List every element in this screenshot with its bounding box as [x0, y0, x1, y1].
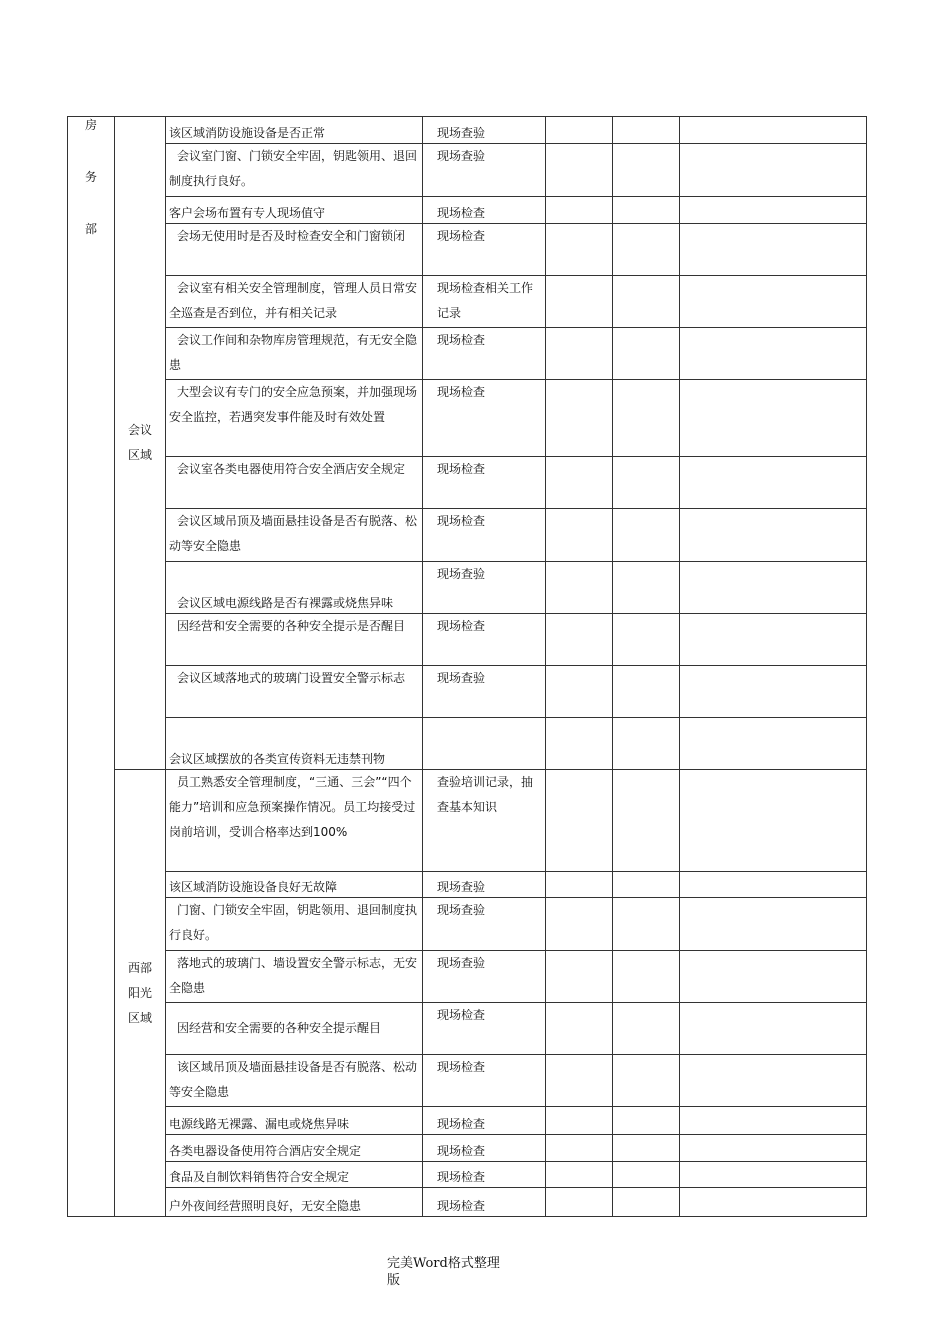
remark-cell: [680, 898, 867, 951]
method-cell: [423, 224, 546, 276]
check-item-text: 会议室各类电器使用符合安全酒店安全规定: [177, 462, 406, 476]
score-cell: [613, 328, 680, 380]
check-item-cell: [166, 144, 423, 197]
area-cell: [115, 117, 166, 770]
method-text: 现场检查: [437, 229, 486, 243]
table-row: [68, 1003, 867, 1055]
result-cell: [546, 1188, 613, 1217]
result-cell: [546, 457, 613, 509]
score-cell: [613, 509, 680, 562]
check-item-cell: [166, 770, 423, 872]
score-cell: [613, 951, 680, 1003]
check-item-text: 客户会场布置有专人现场值守: [169, 206, 326, 220]
inspection-table-wrapper: [67, 116, 866, 1217]
remark-cell: [680, 197, 867, 224]
department-char: 房: [84, 118, 97, 132]
check-item-cell: [166, 1107, 423, 1135]
result-cell: [546, 144, 613, 197]
score-cell: [613, 614, 680, 666]
remark-cell: [680, 614, 867, 666]
method-cell: [423, 380, 546, 457]
check-item-text: 会议室门窗、门锁安全牢固，钥匙领用、退回制度执行良好。: [169, 149, 418, 188]
table-row: [68, 1162, 867, 1188]
table-row: [68, 1188, 867, 1217]
result-cell: [546, 666, 613, 718]
check-item-text: 会场无使用时是否及时检查安全和门窗锁闭: [177, 229, 406, 243]
remark-cell: [680, 276, 867, 328]
method-cell: [423, 117, 546, 144]
method-text: 现场检查: [437, 333, 486, 347]
method-text: 查验培训记录，抽查基本知识: [437, 775, 534, 814]
score-cell: [613, 457, 680, 509]
method-text: 现场检查: [437, 1199, 486, 1213]
score-cell: [613, 1188, 680, 1217]
method-text: 现场检查: [437, 1144, 486, 1158]
remark-cell: [680, 1055, 867, 1107]
area-label: 会议区域: [127, 423, 152, 462]
score-cell: [613, 380, 680, 457]
check-item-text: 该区域消防设施设备是否正常: [169, 126, 326, 140]
remark-cell: [680, 718, 867, 770]
check-item-cell: [166, 224, 423, 276]
check-item-text: 会议区域电源线路是否有裸露或烧焦异味: [177, 596, 394, 610]
method-cell: [423, 562, 546, 614]
result-cell: [546, 872, 613, 898]
score-cell: [613, 276, 680, 328]
remark-cell: [680, 457, 867, 509]
check-item-cell: [166, 1135, 423, 1162]
method-cell: [423, 718, 546, 770]
score-cell: [613, 562, 680, 614]
check-item-text: 电源线路无裸露、漏电或烧焦异味: [169, 1117, 350, 1131]
score-cell: [613, 117, 680, 144]
result-cell: [546, 1107, 613, 1135]
result-cell: [546, 1055, 613, 1107]
check-item-text: 员工熟悉安全管理制度，“三通、三会”“四个能力”培训和应急预案操作情况。员工均接受过岗前培训，受训合格率达到100%: [169, 775, 416, 839]
department-char: 部: [84, 222, 97, 236]
table-row: [68, 276, 867, 328]
check-item-cell: [166, 117, 423, 144]
check-item-text: 户外夜间经营照明良好，无安全隐患: [169, 1199, 362, 1213]
score-cell: [613, 770, 680, 872]
remark-cell: [680, 224, 867, 276]
score-cell: [613, 1162, 680, 1188]
table-row: [68, 562, 867, 614]
method-cell: [423, 328, 546, 380]
table-row: [68, 1135, 867, 1162]
result-cell: [546, 770, 613, 872]
method-cell: [423, 457, 546, 509]
method-text: 现场查验: [437, 671, 486, 685]
check-item-text: 各类电器设备使用符合酒店安全规定: [169, 1144, 362, 1158]
area-cell: [115, 770, 166, 1217]
method-cell: [423, 509, 546, 562]
check-item-text: 因经营和安全需要的各种安全提示是否醒目: [177, 619, 406, 633]
method-text: 现场检查: [437, 1170, 486, 1184]
check-item-cell: [166, 562, 423, 614]
check-item-cell: [166, 328, 423, 380]
check-item-text: 该区域消防设施设备良好无故障: [169, 880, 338, 894]
table-row: [68, 457, 867, 509]
result-cell: [546, 614, 613, 666]
table-row: [68, 197, 867, 224]
remark-cell: [680, 562, 867, 614]
table-row: [68, 614, 867, 666]
method-text: 现场检查: [437, 1008, 486, 1022]
result-cell: [546, 1003, 613, 1055]
score-cell: [613, 1055, 680, 1107]
method-text: 现场检查: [437, 1117, 486, 1131]
table-row: [68, 770, 867, 872]
check-item-cell: [166, 197, 423, 224]
result-cell: [546, 562, 613, 614]
result-cell: [546, 898, 613, 951]
inspection-table: [67, 116, 867, 1217]
method-text: 现场检查: [437, 385, 486, 399]
table-row: [68, 1055, 867, 1107]
method-cell: [423, 872, 546, 898]
method-text: 现场检查: [437, 514, 486, 528]
method-cell: [423, 951, 546, 1003]
remark-cell: [680, 872, 867, 898]
table-row: [68, 898, 867, 951]
method-cell: [423, 276, 546, 328]
check-item-text: 该区域吊顶及墙面悬挂设备是否有脱落、松动等安全隐患: [169, 1060, 418, 1099]
department-char: 务: [84, 170, 97, 184]
score-cell: [613, 197, 680, 224]
table-row: [68, 718, 867, 770]
check-item-cell: [166, 951, 423, 1003]
remark-cell: [680, 1107, 867, 1135]
remark-cell: [680, 144, 867, 197]
table-row: [68, 144, 867, 197]
check-item-text: 大型会议有专门的安全应急预案，并加强现场安全监控，若遇突发事件能及时有效处置: [169, 385, 418, 424]
method-cell: [423, 898, 546, 951]
check-item-cell: [166, 457, 423, 509]
table-row: [68, 1107, 867, 1135]
result-cell: [546, 718, 613, 770]
method-text: 现场查验: [437, 567, 486, 581]
check-item-cell: [166, 614, 423, 666]
result-cell: [546, 509, 613, 562]
check-item-text: 会议区域落地式的玻璃门设置安全警示标志: [177, 671, 406, 685]
method-cell: [423, 1135, 546, 1162]
score-cell: [613, 1107, 680, 1135]
method-cell: [423, 770, 546, 872]
check-item-cell: [166, 509, 423, 562]
check-item-text: 会议区域摆放的各类宣传资料无违禁刊物: [169, 752, 386, 766]
table-body: [68, 117, 867, 1217]
check-item-text: 因经营和安全需要的各种安全提示醒目: [177, 1021, 382, 1035]
table-row: [68, 117, 867, 144]
method-cell: [423, 197, 546, 224]
department-cell: [68, 117, 115, 1217]
method-text: 现场查验: [437, 149, 486, 163]
result-cell: [546, 276, 613, 328]
check-item-cell: [166, 1003, 423, 1055]
result-cell: [546, 197, 613, 224]
score-cell: [613, 718, 680, 770]
method-text: 现场检查相关工作记录: [437, 281, 534, 320]
remark-cell: [680, 770, 867, 872]
result-cell: [546, 1162, 613, 1188]
score-cell: [613, 1135, 680, 1162]
method-cell: [423, 614, 546, 666]
check-item-cell: [166, 1162, 423, 1188]
table-row: [68, 380, 867, 457]
remark-cell: [680, 1188, 867, 1217]
method-cell: [423, 1162, 546, 1188]
check-item-cell: [166, 1055, 423, 1107]
result-cell: [546, 328, 613, 380]
method-cell: [423, 1003, 546, 1055]
method-text: 现场检查: [437, 619, 486, 633]
remark-cell: [680, 1135, 867, 1162]
score-cell: [613, 224, 680, 276]
result-cell: [546, 951, 613, 1003]
check-item-text: 门窗、门锁安全牢固，钥匙领用、退回制度执行良好。: [169, 903, 418, 942]
table-row: [68, 224, 867, 276]
footer: [387, 1255, 537, 1289]
remark-cell: [680, 380, 867, 457]
remark-cell: [680, 951, 867, 1003]
remark-cell: [680, 666, 867, 718]
check-item-text: 食品及自制饮料销售符合安全规定: [169, 1170, 350, 1184]
score-cell: [613, 898, 680, 951]
remark-cell: [680, 1003, 867, 1055]
method-text: 现场查验: [437, 126, 486, 140]
check-item-cell: [166, 718, 423, 770]
check-item-text: 会议区域吊顶及墙面悬挂设备是否有脱落、松动等安全隐患: [169, 514, 418, 553]
method-cell: [423, 1055, 546, 1107]
result-cell: [546, 117, 613, 144]
score-cell: [613, 1003, 680, 1055]
table-row: [68, 666, 867, 718]
area-label: 西部阳光区域: [127, 960, 152, 1025]
table-row: [68, 951, 867, 1003]
check-item-cell: [166, 666, 423, 718]
method-text: 现场检查: [437, 206, 486, 220]
result-cell: [546, 1135, 613, 1162]
check-item-cell: [166, 1188, 423, 1217]
method-text: 现场检查: [437, 462, 486, 476]
remark-cell: [680, 509, 867, 562]
method-text: 现场查验: [437, 956, 486, 970]
remark-cell: [680, 117, 867, 144]
check-item-text: 会议室有相关安全管理制度，管理人员日常安全巡查是否到位，并有相关记录: [169, 281, 418, 320]
check-item-cell: [166, 872, 423, 898]
score-cell: [613, 872, 680, 898]
score-cell: [613, 666, 680, 718]
method-cell: [423, 1188, 546, 1217]
table-row: [68, 872, 867, 898]
method-cell: [423, 144, 546, 197]
table-row: [68, 328, 867, 380]
result-cell: [546, 380, 613, 457]
check-item-text: 会议工作间和杂物库房管理规范，有无安全隐患: [169, 333, 418, 372]
method-text: 现场检查: [437, 1060, 486, 1074]
footer-line-1: 完美Word格式整理: [387, 1256, 500, 1271]
remark-cell: [680, 1162, 867, 1188]
check-item-text: 落地式的玻璃门、墙设置安全警示标志，无安全隐患: [169, 956, 418, 995]
check-item-cell: [166, 380, 423, 457]
score-cell: [613, 144, 680, 197]
footer-line-2: 版: [387, 1273, 401, 1288]
method-cell: [423, 666, 546, 718]
method-text: 现场查验: [437, 903, 486, 917]
result-cell: [546, 224, 613, 276]
method-text: 现场查验: [437, 880, 486, 894]
remark-cell: [680, 328, 867, 380]
table-row: [68, 509, 867, 562]
check-item-cell: [166, 276, 423, 328]
method-cell: [423, 1107, 546, 1135]
check-item-cell: [166, 898, 423, 951]
